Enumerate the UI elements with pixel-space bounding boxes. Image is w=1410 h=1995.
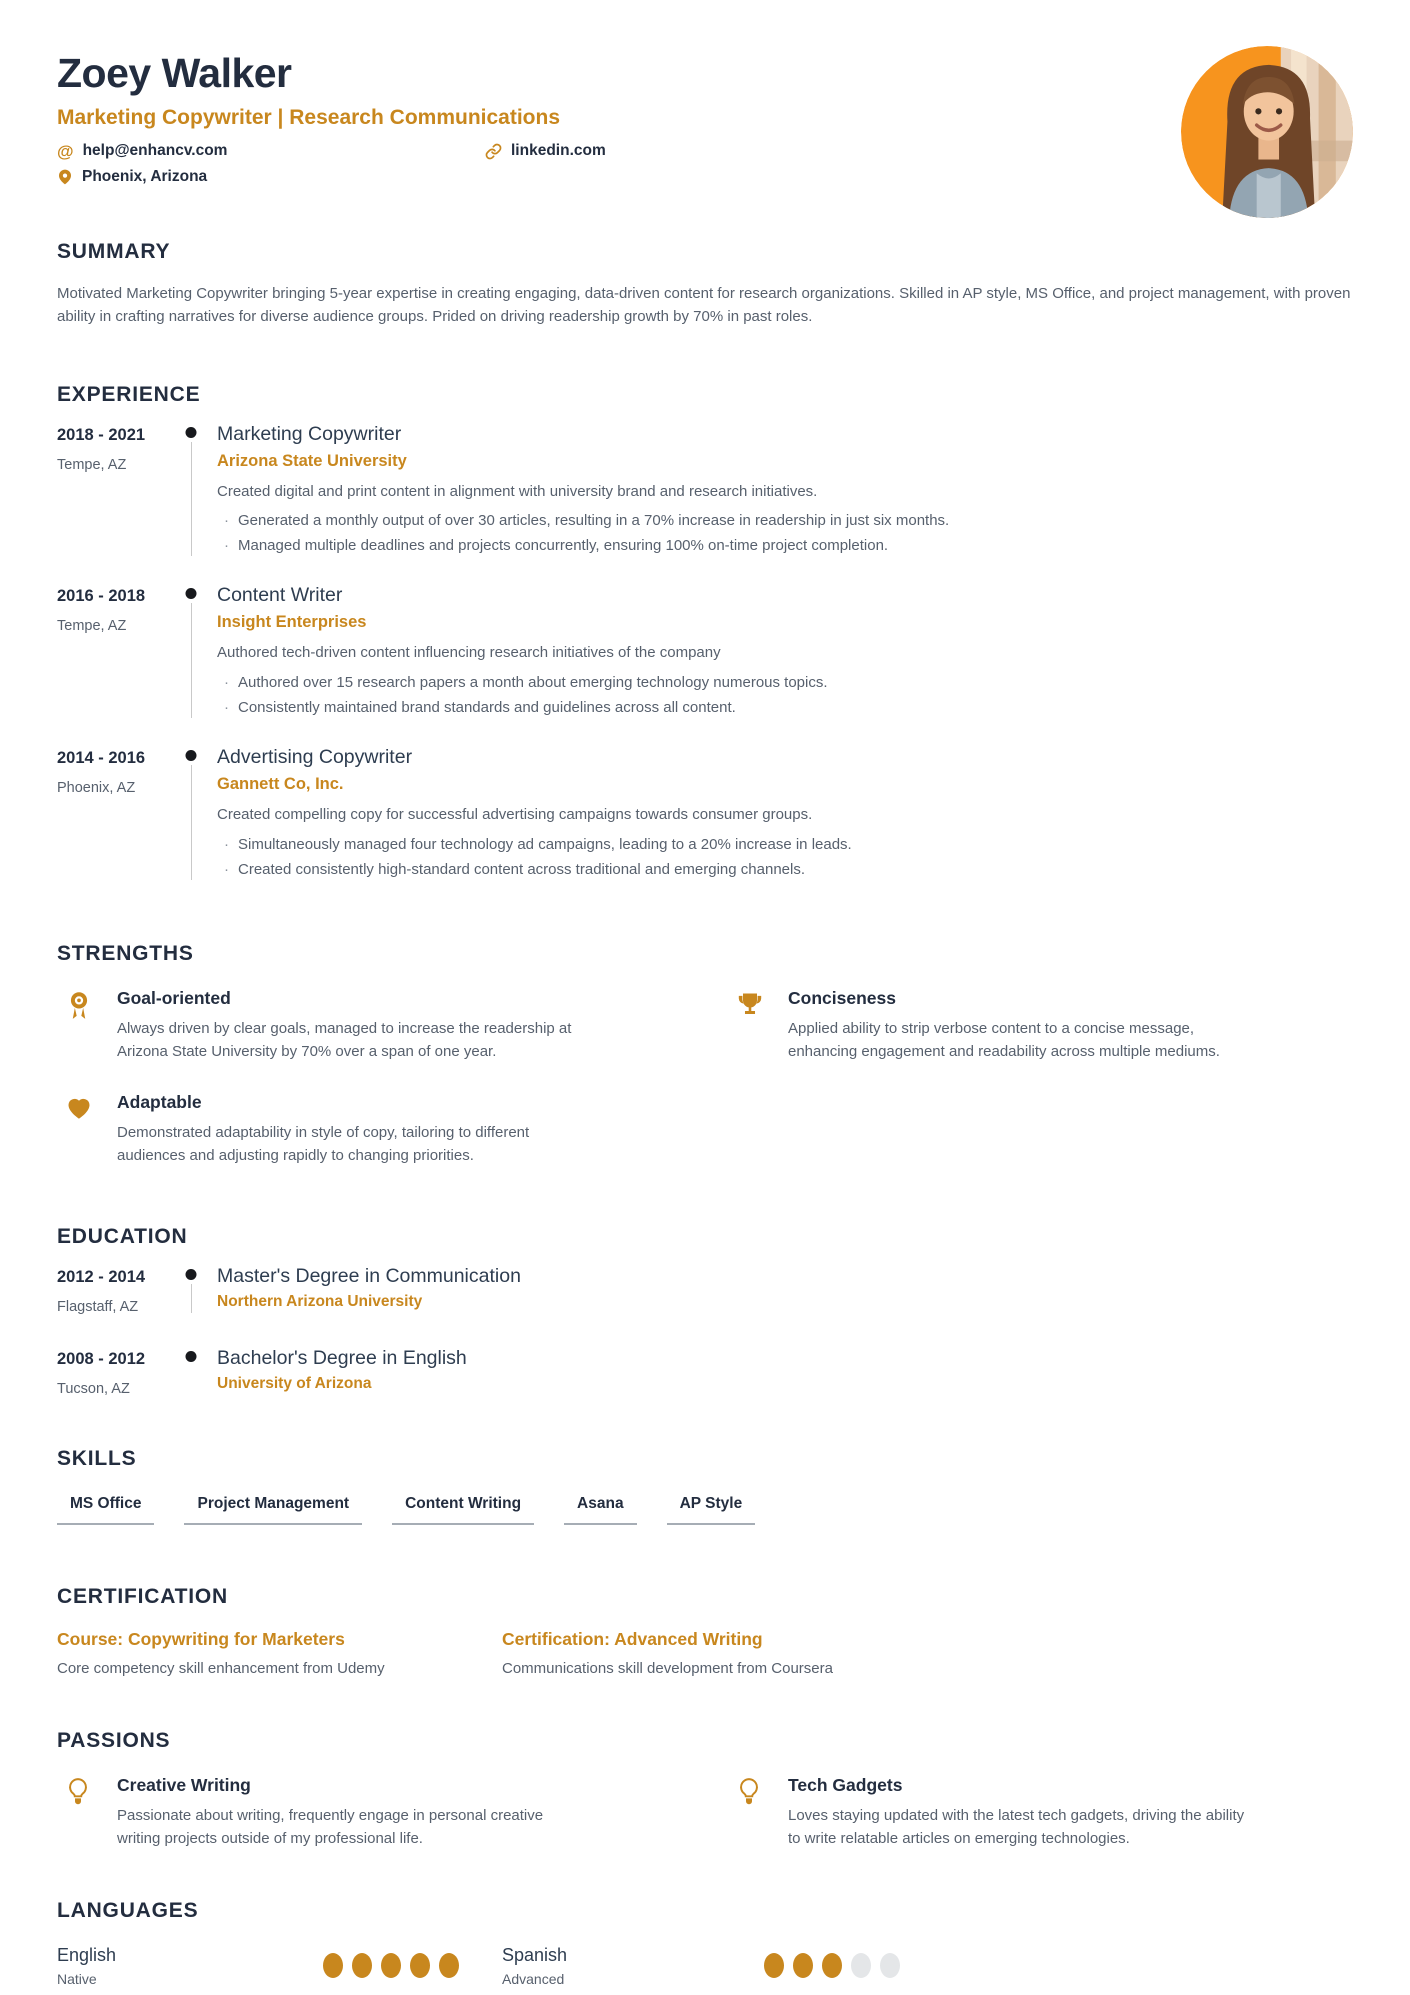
timeline-line (191, 1284, 192, 1313)
entry-dates: 2012 - 2014 (57, 1268, 146, 1287)
timeline-gutter (165, 423, 217, 559)
strength-title: Adaptable (117, 1091, 202, 1112)
degree-title: Master's Degree in Communication (217, 1265, 521, 1288)
strengths-grid (57, 988, 1353, 1167)
bullet-item: · Consistently maintained brand standards and guidelines across all content. (217, 695, 1353, 720)
location-text: Phoenix, Arizona (82, 168, 208, 185)
section-passions (57, 1729, 1353, 1851)
entry-body (217, 1347, 1353, 1397)
entry-dates: 2014 - 2016 (57, 749, 146, 768)
passion-text: Passionate about writing, frequently engage in personal creative writing projects outside of my professional life. (117, 1807, 544, 1848)
entry-location: Phoenix, AZ (57, 780, 136, 797)
entry-bullets (217, 508, 1353, 558)
language-labels (502, 1945, 567, 1987)
entry-company: Insight Enterprises (217, 613, 367, 632)
proficiency-dot-filled (439, 1953, 459, 1978)
strength-item (57, 988, 682, 1064)
person-name: Zoey Walker (57, 50, 292, 96)
proficiency-dot-filled (352, 1953, 372, 1978)
lightbulb-icon (736, 1775, 766, 1851)
entry-description: Created compelling copy for successful advertising campaigns towards consumer groups. (217, 806, 813, 824)
language-level: Advanced (502, 1970, 565, 1987)
entry-role: Marketing Copywriter (217, 422, 402, 445)
entry-description: Created digital and print content in alignment with university brand and research initiatives. (217, 482, 818, 500)
language-proficiency-dots (764, 1953, 900, 1978)
passion-item (728, 1775, 1353, 1851)
certification-title: Course: Copywriting for Marketers (57, 1629, 345, 1650)
at-icon: @ (57, 141, 74, 161)
timeline-gutter (165, 1347, 217, 1397)
entry-location: Tucson, AZ (57, 1381, 130, 1398)
certification-description: Communications skill development from Coursera (502, 1660, 833, 1678)
passion-content (117, 1775, 577, 1851)
experience-entry (57, 746, 1353, 882)
summary-text: Motivated Marketing Copywriter bringing 5-year expertise in creating engaging, data-driven content for research organizations. Skilled in AP style, MS Office, and project management, with proven ability in crafting narratives for diverse audience groups. Prided on driving readership growth by 70% in past roles. (57, 285, 1351, 326)
degree-title: Bachelor's Degree in English (217, 1347, 467, 1370)
proficiency-dot-filled (323, 1953, 343, 1978)
entry-meta (57, 423, 165, 559)
timeline-dot (186, 427, 197, 438)
entry-bullets (217, 670, 1353, 720)
proficiency-dot-filled (381, 1953, 401, 1978)
passions-heading: PASSIONS (57, 1729, 171, 1753)
passion-content (788, 1775, 1248, 1851)
strength-content (117, 1092, 577, 1168)
medal-icon (65, 988, 95, 1064)
languages-grid (57, 1945, 1353, 1987)
bullet-item: · Generated a monthly output of over 30 articles, resulting in a 70% increase in readership in just six months. (217, 508, 1353, 533)
language-labels (57, 1945, 116, 1987)
strength-content (117, 988, 577, 1064)
language-item (57, 1945, 459, 1987)
bullet-item: · Authored over 15 research papers a month about emerging technology numerous topics. (217, 670, 1353, 695)
lightbulb-icon (65, 1775, 95, 1851)
passion-title: Tech Gadgets (788, 1775, 903, 1796)
section-education (57, 1225, 1353, 1397)
proficiency-dot-empty (851, 1953, 871, 1978)
entry-body (217, 584, 1353, 720)
strength-content (788, 988, 1248, 1064)
section-summary (57, 240, 1353, 329)
proficiency-dot-filled (410, 1953, 430, 1978)
resume-header (57, 50, 1353, 186)
education-entry (57, 1347, 1353, 1397)
timeline-line (191, 603, 192, 718)
skill-item: AP Style (667, 1495, 756, 1525)
certification-item (57, 1629, 502, 1677)
skills-heading: SKILLS (57, 1447, 137, 1471)
education-heading: EDUCATION (57, 1225, 188, 1249)
profile-photo-illustration (1181, 46, 1353, 218)
language-name: Spanish (502, 1944, 568, 1965)
bullet-item: · Created consistently high-standard content across traditional and emerging channels. (217, 857, 1353, 882)
strengths-heading: STRENGTHS (57, 942, 194, 966)
timeline-line (191, 442, 192, 557)
passion-item (57, 1775, 682, 1851)
timeline-gutter (165, 1265, 217, 1315)
strength-text: Always driven by clear goals, managed to increase the readership at Arizona State University by 70% over a span of one year. (117, 1020, 572, 1061)
entry-location: Flagstaff, AZ (57, 1299, 139, 1316)
section-languages (57, 1899, 1353, 1987)
passion-title: Creative Writing (117, 1775, 251, 1796)
language-item (502, 1945, 900, 1987)
certification-description: Core competency skill enhancement from Udemy (57, 1660, 385, 1678)
section-experience (57, 383, 1353, 883)
timeline-gutter (165, 746, 217, 882)
contact-location (57, 168, 485, 186)
entry-meta (57, 746, 165, 882)
proficiency-dot-filled (822, 1953, 842, 1978)
experience-entries (57, 423, 1353, 883)
school-name: Northern Arizona University (217, 1293, 423, 1311)
experience-heading: EXPERIENCE (57, 382, 201, 406)
experience-entry (57, 423, 1353, 559)
entry-location: Tempe, AZ (57, 456, 127, 473)
entry-body (217, 1265, 1353, 1315)
school-name: University of Arizona (217, 1375, 372, 1393)
strength-text: Applied ability to strip verbose content to a concise message, enhancing engagement and readability across multiple mediums. (788, 1020, 1220, 1061)
entry-role: Advertising Copywriter (217, 746, 413, 769)
language-level: Native (57, 1970, 97, 1987)
certification-title: Certification: Advanced Writing (502, 1629, 763, 1650)
timeline-dot (186, 750, 197, 761)
certification-grid (57, 1629, 1353, 1677)
skills-row (57, 1495, 1353, 1525)
strength-text: Demonstrated adaptability in style of copy, tailoring to different audiences and adjusting rapidly to changing priorities. (117, 1123, 530, 1164)
languages-heading: LANGUAGES (57, 1898, 199, 1922)
entry-role: Content Writer (217, 584, 343, 607)
language-proficiency-dots (323, 1953, 459, 1978)
skill-item: Content Writing (392, 1495, 534, 1525)
timeline-dot (186, 1351, 197, 1362)
section-certification (57, 1585, 1353, 1677)
entry-meta (57, 1265, 165, 1315)
bullet-item: · Managed multiple deadlines and projects concurrently, ensuring 100% on-time project completion. (217, 533, 1353, 558)
education-entries (57, 1265, 1353, 1397)
strength-title: Goal-oriented (117, 988, 231, 1009)
entry-company: Arizona State University (217, 451, 407, 470)
person-job-title: Marketing Copywriter | Research Communications (57, 106, 560, 129)
experience-entry (57, 584, 1353, 720)
timeline-dot (186, 588, 197, 599)
skill-item: MS Office (57, 1495, 154, 1525)
contact-row (57, 142, 1353, 186)
link-icon (485, 143, 502, 160)
linkedin-text: linkedin.com (511, 142, 606, 159)
bullet-item: · Simultaneously managed four technology ad campaigns, leading to a 20% increase in leads. (217, 832, 1353, 857)
heart-icon (65, 1092, 95, 1168)
entry-location: Tempe, AZ (57, 618, 127, 635)
education-entry (57, 1265, 1353, 1315)
skill-item: Asana (564, 1495, 637, 1525)
proficiency-dot-filled (764, 1953, 784, 1978)
entry-meta (57, 1347, 165, 1397)
entry-body (217, 423, 1353, 559)
language-name: English (57, 1944, 117, 1965)
trophy-icon (736, 988, 766, 1064)
entry-bullets (217, 832, 1353, 882)
timeline-gutter (165, 584, 217, 720)
skill-item: Project Management (184, 1495, 362, 1525)
timeline-dot (186, 1269, 197, 1280)
certification-item (502, 1629, 1353, 1677)
entry-company: Gannett Co, Inc. (217, 775, 344, 794)
entry-body (217, 746, 1353, 882)
timeline-line (191, 765, 192, 880)
entry-description: Authored tech-driven content influencing research initiatives of the company (217, 644, 721, 662)
proficiency-dot-filled (793, 1953, 813, 1978)
strength-item (57, 1092, 682, 1168)
contact-email[interactable] (57, 142, 485, 160)
strength-title: Conciseness (788, 988, 896, 1009)
summary-heading: SUMMARY (57, 240, 171, 263)
entry-meta (57, 584, 165, 720)
profile-photo (1181, 46, 1353, 218)
entry-dates: 2016 - 2018 (57, 587, 146, 606)
passions-grid (57, 1775, 1353, 1851)
email-text: help@enhancv.com (82, 142, 228, 159)
proficiency-dot-empty (880, 1953, 900, 1978)
entry-dates: 2018 - 2021 (57, 425, 146, 444)
entry-dates: 2008 - 2012 (57, 1350, 146, 1369)
section-strengths (57, 942, 1353, 1167)
strength-item (728, 988, 1353, 1064)
passion-text: Loves staying updated with the latest tech gadgets, driving the ability to write relatable articles on emerging technologies. (788, 1807, 1245, 1848)
certification-heading: CERTIFICATION (57, 1585, 228, 1609)
section-skills (57, 1447, 1353, 1525)
location-pin-icon (57, 168, 73, 186)
